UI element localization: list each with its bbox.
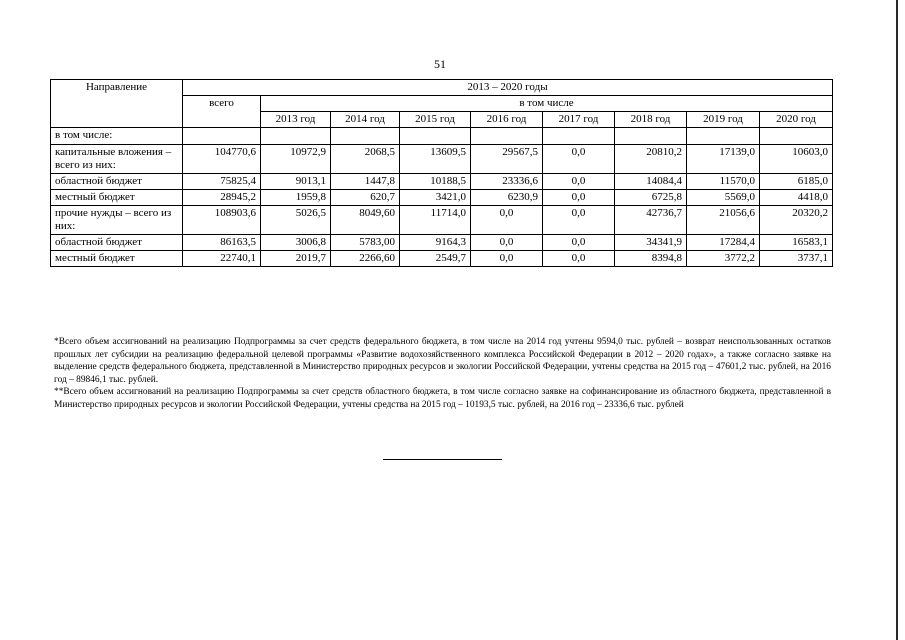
header-including: в том числе	[261, 96, 833, 112]
cell-value: 2068,5	[331, 145, 400, 174]
table-row-capital	[51, 145, 833, 174]
cell-value: 34341,9	[615, 235, 687, 251]
cell-value: 11570,0	[687, 174, 760, 190]
row-label: местный бюджет	[51, 251, 183, 267]
page-number: 51	[434, 57, 446, 71]
cell-value: 0,0	[543, 235, 615, 251]
cell-value: 1959,8	[261, 190, 331, 206]
cell-value: 8394,8	[615, 251, 687, 267]
cell-value: 28945,2	[183, 190, 261, 206]
header-year: 2013 год	[261, 112, 331, 128]
cell-value: 10188,5	[400, 174, 471, 190]
cell-value: 20810,2	[615, 145, 687, 174]
header-year: 2016 год	[471, 112, 543, 128]
cell-value: 3737,1	[760, 251, 833, 267]
cell-value: 42736,7	[615, 206, 687, 235]
cell-value	[331, 128, 400, 145]
header-direction: Направление	[51, 80, 183, 128]
cell-value: 0,0	[543, 206, 615, 235]
table-row-including	[51, 128, 833, 145]
cell-value: 104770,6	[183, 145, 261, 174]
end-rule	[383, 459, 502, 460]
row-label: областной бюджет	[51, 174, 183, 190]
cell-value: 3006,8	[261, 235, 331, 251]
cell-value: 11714,0	[400, 206, 471, 235]
cell-value: 3421,0	[400, 190, 471, 206]
cell-value	[400, 128, 471, 145]
header-year: 2015 год	[400, 112, 471, 128]
cell-value: 20320,2	[760, 206, 833, 235]
row-label: областной бюджет	[51, 235, 183, 251]
cell-value: 6185,0	[760, 174, 833, 190]
cell-value: 0,0	[543, 174, 615, 190]
cell-value: 6725,8	[615, 190, 687, 206]
header-period: 2013 – 2020 годы	[183, 80, 833, 96]
table-row-capital-local	[51, 190, 833, 206]
cell-value	[687, 128, 760, 145]
cell-value: 620,7	[331, 190, 400, 206]
cell-value: 5569,0	[687, 190, 760, 206]
row-label: в том числе:	[51, 128, 183, 145]
cell-value: 5783,00	[331, 235, 400, 251]
header-total: всего	[183, 96, 261, 128]
cell-value: 2266,60	[331, 251, 400, 267]
table-row-capital-regional	[51, 174, 833, 190]
header-year: 2018 год	[615, 112, 687, 128]
cell-value	[471, 128, 543, 145]
cell-value: 1447,8	[331, 174, 400, 190]
footnote-regional: **Всего объем ассигнований на реализацию Подпрограммы за счет средств областного бюджета, в том числе согласно заявке на софинансирование из областного бюджета, представленной в Министерство природных ресурсов и экологии Российской Федерации, учтены средства на 2015 год – 10193,5 тыс. рублей, на 2016 год – 23336,6 тыс. рублей	[54, 387, 831, 410]
cell-value: 0,0	[543, 251, 615, 267]
table-row-other-needs	[51, 206, 833, 235]
cell-value: 13609,5	[400, 145, 471, 174]
header-year: 2017 год	[543, 112, 615, 128]
cell-value: 23336,6	[471, 174, 543, 190]
cell-value: 75825,4	[183, 174, 261, 190]
budget-table	[50, 79, 833, 267]
cell-value: 10603,0	[760, 145, 833, 174]
cell-value: 17284,4	[687, 235, 760, 251]
cell-value: 10972,9	[261, 145, 331, 174]
header-year: 2019 год	[687, 112, 760, 128]
cell-value: 2019,7	[261, 251, 331, 267]
row-label: капитальные вложения – всего из них:	[51, 145, 183, 174]
cell-value: 4418,0	[760, 190, 833, 206]
cell-value: 108903,6	[183, 206, 261, 235]
footnotes	[54, 336, 831, 412]
cell-value: 8049,60	[331, 206, 400, 235]
cell-value: 86163,5	[183, 235, 261, 251]
cell-value	[615, 128, 687, 145]
cell-value: 9164,3	[400, 235, 471, 251]
header-year: 2014 год	[331, 112, 400, 128]
cell-value	[543, 128, 615, 145]
cell-value: 0,0	[543, 145, 615, 174]
cell-value: 5026,5	[261, 206, 331, 235]
header-year: 2020 год	[760, 112, 833, 128]
row-label: прочие нужды – всего из них:	[51, 206, 183, 235]
footnote-federal: *Всего объем ассигнований на реализацию Подпрограммы за счет средств федерального бюджета, в том числе на 2014 год учтены 9594,0 тыс. рублей – возврат неиспользованных остатков прошлых лет субсидии на реализацию федеральной целевой программы «Развитие водохозяйственного комплекса Российской Федерации в 2012 – 2020 годах», а также согласно заявке на выделение средств федерального бюджета, представленной в Министерство природных ресурсов и экологии Российской Федерации, учтены средства на 2015 год – 47601,2 тыс. рублей, на 2016 год – 89846,1 тыс. рублей.	[54, 337, 831, 385]
cell-value: 0,0	[543, 190, 615, 206]
table-row-other-local	[51, 251, 833, 267]
cell-value: 0,0	[471, 251, 543, 267]
cell-value: 0,0	[471, 206, 543, 235]
cell-value: 21056,6	[687, 206, 760, 235]
row-label: местный бюджет	[51, 190, 183, 206]
cell-value: 17139,0	[687, 145, 760, 174]
table-row-other-regional	[51, 235, 833, 251]
cell-value: 29567,5	[471, 145, 543, 174]
cell-value: 3772,2	[687, 251, 760, 267]
page-edge-shadow	[896, 0, 898, 640]
cell-value: 2549,7	[400, 251, 471, 267]
cell-value: 14084,4	[615, 174, 687, 190]
cell-value: 16583,1	[760, 235, 833, 251]
cell-value	[760, 128, 833, 145]
cell-value	[183, 128, 261, 145]
cell-value: 9013,1	[261, 174, 331, 190]
cell-value: 0,0	[471, 235, 543, 251]
cell-value: 22740,1	[183, 251, 261, 267]
cell-value: 6230,9	[471, 190, 543, 206]
cell-value	[261, 128, 331, 145]
